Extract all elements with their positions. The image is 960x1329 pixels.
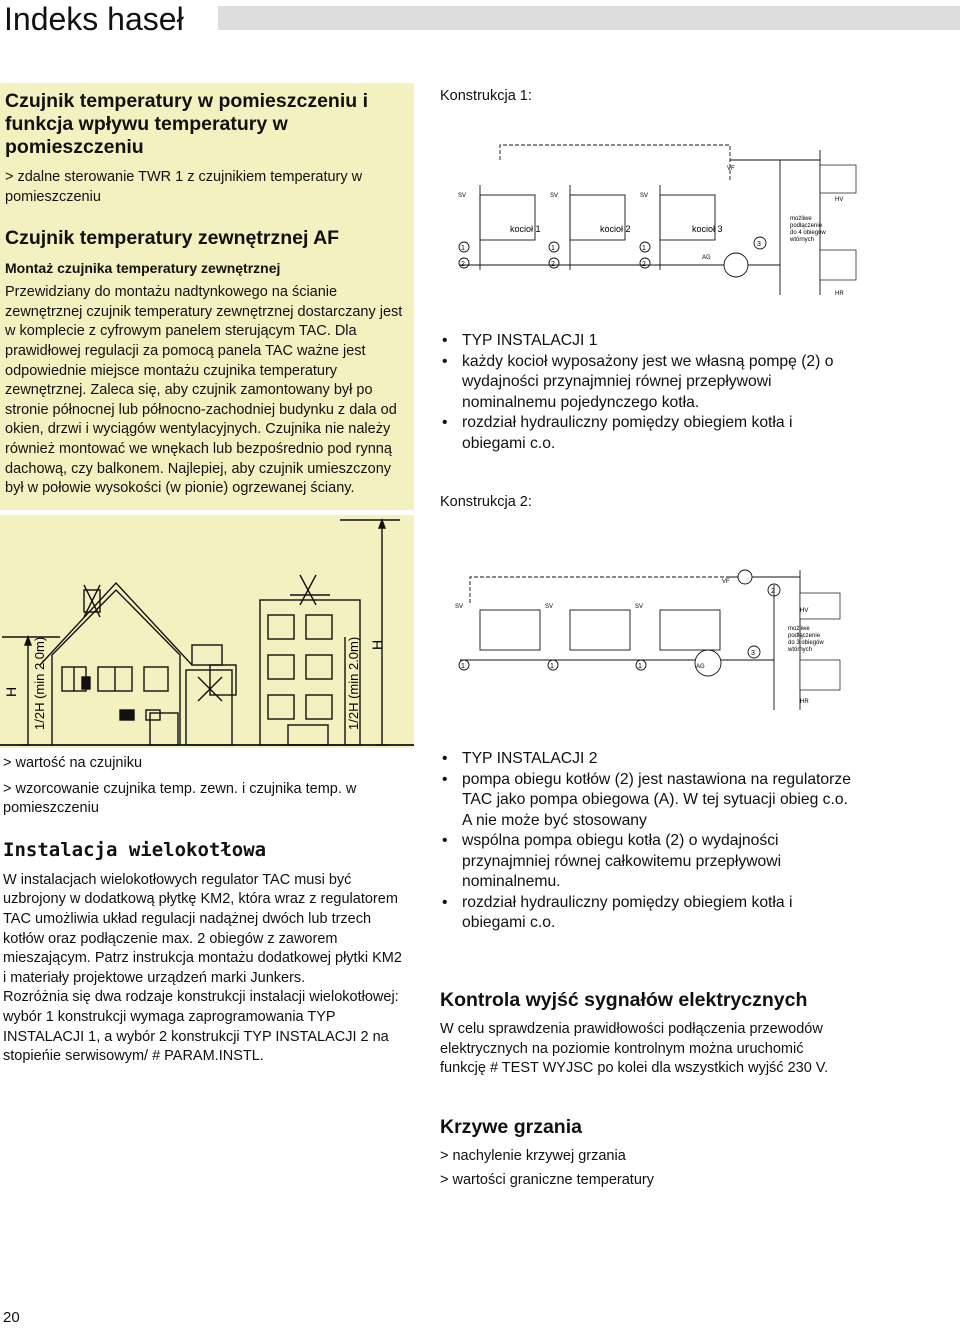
sv-label: SV [640, 193, 649, 199]
marker-number: 2 [771, 588, 775, 595]
page-number: 20 [3, 1309, 20, 1326]
note-line: do 4 obiegów [790, 230, 826, 236]
marker-number: 1 [461, 245, 465, 252]
construction-1-list [440, 331, 860, 454]
marker-number: 1 [551, 245, 555, 252]
sv-label: SV [545, 604, 554, 610]
height-label: H [3, 686, 19, 697]
marker-number: 3 [757, 241, 761, 248]
half-height-label: 1/2H (min 2.0m) [32, 636, 47, 730]
note-line: wtórnych [790, 237, 815, 243]
marker-number: 2 [642, 261, 646, 268]
marker-number: 2 [461, 261, 465, 268]
list-item: • rozdział hydrauliczny pomiędzy obiegiem kotła i obiegami c.o. [440, 413, 860, 454]
note-line: podłączenie [790, 223, 823, 229]
note-line: możliwe [788, 626, 810, 632]
vf-label: VF [722, 579, 730, 585]
note-line: wtórnych [788, 647, 813, 653]
marker-number: 1 [642, 245, 646, 252]
list-item: • TYP INSTALACJI 2 [440, 749, 860, 770]
section-title-room-sensor: Czujnik temperatury w pomieszczeniu i funkcja wpływu temperatury w pomieszczeniu [5, 90, 368, 158]
construction-2-label: Konstrukcja 2: [440, 494, 532, 510]
list-item: • wspólna pompa obiegu kotła (2) o wydajności przynajmniej równej całkowitemu przepływowi nominalnemu. [440, 831, 860, 893]
paragraph: Rozróżnia się dwa rodzaje konstrukcji instalacji wielokotłowej: wybór 1 konstrukcji wymaga zaprogramowania TYP INSTALACJI 1, a wybór 2 konstrukcji TYP INSTALACJI 2 na stopieńie serwisowym/ # PARAM.INSTL. [3, 989, 399, 1065]
section-title-heating-curves: Krzywe grzania [440, 1116, 582, 1138]
list-item: • rozdział hydrauliczny pomiędzy obiegiem kotła i obiegami c.o. [440, 893, 860, 934]
paragraph: Przewidziany do montażu nadtynkowego na ścianie zewnętrznej czujnik temperatury zewnętrznej dostarczany jest w komplecie z cyfrowym panelem sterującym TAC. Dla prawidłowej regulacji za pomocą panela TAC ważne jest odpowiednie miejsce montażu czujnika temperatury zewnętrznej. Zaleca się, aby czujnik zamontowany był po stronie północnej lub północno-zachodniej budynku z dala od okien, drzwi i wyciągów wentylacyjnych. Czujnika nie należy również montować we wnękach lub bezpośrednio pod rynną dachową, czy balkonem. Najlepiej, aby czujnik umieszczony był w połowie wysokości (w pionie) ogrzewanej ściany. [5, 284, 403, 497]
hv-label: HV [835, 197, 844, 203]
list-item: • TYP INSTALACJI 1 [440, 331, 860, 352]
sv-label: SV [458, 193, 467, 199]
note-line: do 3 obiegów [788, 640, 824, 646]
hr-label: HR [835, 291, 844, 297]
cross-reference: > wartości graniczne temperatury [440, 1172, 654, 1188]
marker-number: 1 [550, 663, 554, 670]
cross-reference: > wartość na czujniku [3, 755, 143, 771]
marker-number: 1 [461, 663, 465, 670]
vf-label: VF [727, 166, 735, 172]
house-figure [0, 515, 414, 748]
hv-label: HV [800, 608, 809, 614]
marker-number: 1 [638, 663, 642, 670]
cross-reference: > zdalne sterowanie TWR 1 z czujnikiem temperatury w pomieszczeniu [5, 169, 363, 205]
subsection-title: Montaż czujnika temperatury zewnętrznej [5, 260, 281, 277]
boiler-label: kocioł 1 [510, 224, 541, 234]
half-height-label: 1/2H (min 2.0m) [346, 636, 361, 730]
height-label: H [369, 639, 385, 650]
sv-label: SV [455, 604, 464, 610]
sv-label: SV [550, 193, 559, 199]
marker-number: 3 [751, 650, 755, 657]
boiler-label: kocioł 3 [692, 224, 723, 234]
hydraulic-diagram-2 [440, 555, 860, 715]
note-line: możliwe [790, 216, 812, 222]
section-title-output-test: Kontrola wyjść sygnałów elektrycznych [440, 989, 808, 1011]
section-title-outdoor-sensor: Czujnik temperatury zewnętrznej AF [5, 227, 340, 250]
header-bar [218, 6, 960, 30]
left-text-box [0, 83, 414, 510]
left-lower-text [3, 754, 403, 1067]
paragraph: W instalacjach wielokotłowych regulator TAC musi być uzbrojony w dodatkową płytkę KM2, która wraz z regulatorem TAC umożliwia układ regulacji nadążnej dwóch lub trzech kotłów oraz podłączenie max. 2 obiegów z zaworem mieszającym. Patrz instrukcja montażu dodatkowej płytki KM2 i materiały projektowe urządzeń marki Junkers. [3, 871, 402, 986]
list-item: • pompa obiegu kotłów (2) jest nastawiona na regulatorze TAC jako pompa obiegowa (A). W tej sytuacji obieg c.o. A nie może być stosowany [440, 770, 860, 832]
hydraulic-diagram-1 [440, 125, 860, 300]
page-title: Indeks haseł [4, 1, 184, 37]
ag-label: AG [702, 255, 711, 261]
paragraph: W celu sprawdzenia prawidłowości podłączenia przewodów elektrycznych na poziomie kontrolnym można uruchomić funkcję # TEST WYJSC po kolei dla wszystkich wyjść 230 V. [440, 1021, 829, 1077]
marker-number: 2 [551, 261, 555, 268]
list-item: • każdy kocioł wyposażony jest we własną pompę (2) o wydajności przynajmniej równej przepływowi nominalnemu pojedynczego kotła. [440, 352, 860, 414]
house-illustration [0, 515, 414, 748]
construction-1-label: Konstrukcja 1: [440, 88, 532, 104]
boiler-label: kocioł 2 [600, 224, 631, 234]
ag-label: AG [696, 664, 705, 670]
hr-label: HR [800, 699, 809, 705]
sv-label: SV [635, 604, 644, 610]
cross-reference: > wzorcowanie czujnika temp. zewn. i czujnika temp. w pomieszczeniu [3, 780, 357, 817]
cross-reference: > nachylenie krzywej grzania [440, 1148, 626, 1164]
construction-2-list [440, 749, 860, 934]
section-title-multiboiler: Instalacja wielokotłowa [3, 838, 267, 861]
note-line: podłączenie [788, 633, 821, 639]
